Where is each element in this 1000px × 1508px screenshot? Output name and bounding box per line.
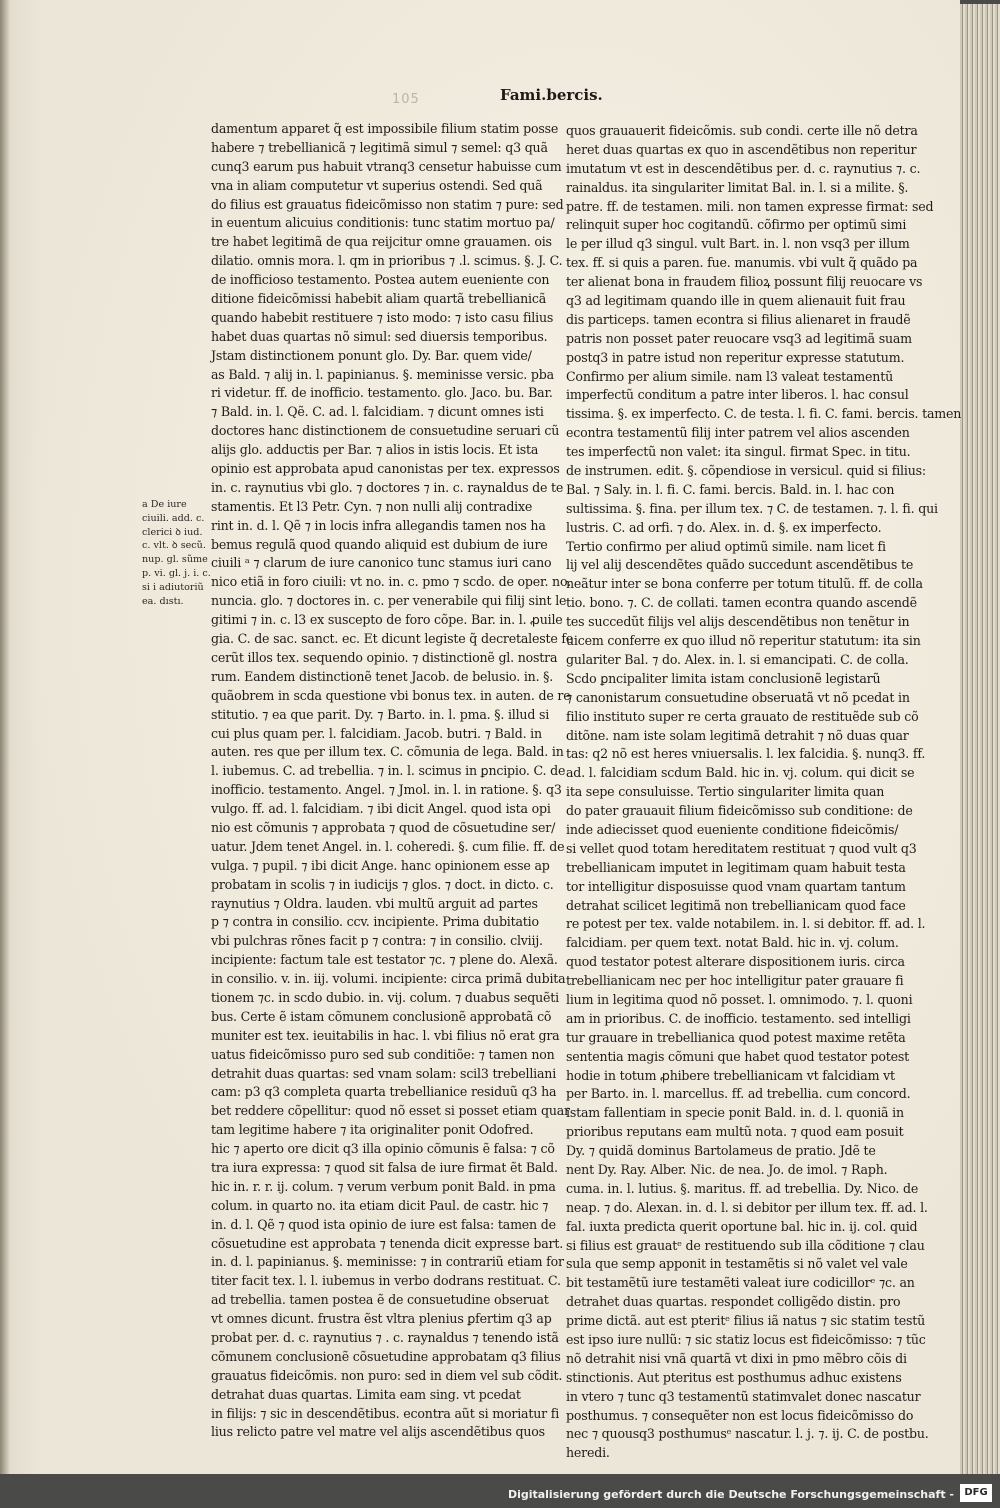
text-line: ciuili. add. c.	[142, 512, 205, 524]
text-line: si vellet quod totam hereditatem restituat ⁊ quod vult q3	[566, 840, 917, 856]
text-line: p. vi. gl. j. i. c.	[142, 567, 211, 579]
text-line: do filius est grauatus fideicõmisso non statim ⁊ pure: sed	[211, 196, 564, 212]
text-line: cuma. in. l. lutius. §. maritus. ff. ad trebellia. Dy. Nico. de	[566, 1180, 919, 1196]
text-line: est ipso iure nullũ: ⁊ sic statiz locus est fideicõmisso: ⁊ tũc	[566, 1332, 926, 1347]
text-line: heredi.	[566, 1445, 610, 1461]
text-line: vna in aliam computetur vt superius ostendi. Sed quã	[211, 177, 543, 193]
text-line: lustris. C. ad orfi. ⁊ do. Alex. in. d. §. ex imperfecto.	[566, 519, 882, 535]
text-line: detrahit duas quartas: sed vnam solam: scil3 trebelliani	[211, 1065, 557, 1081]
text-line: in. d. l. Qẽ ⁊ quod ista opinio de iure est falsa: tamen de	[211, 1216, 556, 1232]
text-line: habet duas quartas nõ simul: sed diuersis temporibus.	[211, 328, 548, 344]
text-line: hic in. r. r. ij. colum. ⁊ verum verbum ponit Bald. in pma	[211, 1178, 556, 1194]
text-line: tur grauare in trebellianica quod potest maxime retẽta	[566, 1029, 906, 1045]
text-line: le per illud q3 singul. vult Bart. in. l. non vsq3 per illum	[566, 236, 910, 252]
text-line: l. iubemus. C. ad trebellia. ⁊ in. l. scimus in ꝑncipio. C. de	[211, 763, 566, 779]
text-line: nõ detrahit nisi vnã quartã vt dixi in pmo mẽbro cõis di	[566, 1350, 907, 1366]
text-line: trebellianicam nec per hoc intelligitur pater grauare fi	[566, 973, 904, 989]
marginal-annotation	[142, 498, 210, 608]
text-line: quos grauauerit fideicõmis. sub condi. certe ille nõ detra	[566, 123, 918, 138]
text-line: hic ⁊ aperto ore dicit q3 illa opinio cõmunis ẽ falsa: ⁊ cõ	[211, 1141, 555, 1157]
text-line: detrahat duas quartas. Limita eam sing. vt pcedat	[211, 1386, 521, 1402]
text-line: trebellianicam imputet in legitimam quam habuit testa	[566, 859, 906, 875]
text-line: ita sepe consuluisse. Tertio singulariter limita quan	[566, 784, 885, 800]
book-page-edges	[955, 4, 1000, 1474]
text-line: tes succedũt filijs vel alijs descendẽtibus non tenẽtur in	[566, 614, 910, 630]
text-line: quando habebit restituere ⁊ isto modo: ⁊ isto casu filius	[211, 309, 554, 325]
text-line: gulariter Bal. ⁊ do. Alex. in. l. si emancipati. C. de colla.	[566, 651, 909, 667]
text-column-left	[211, 120, 574, 1442]
text-line: vbi pulchras rõnes facit p ⁊ contra: ⁊ in consilio. clviij.	[211, 933, 543, 949]
text-line: gitimi ⁊ in. c. l3 ex suscepto de foro cõpe. Bar. in. l. ꝓuile	[211, 612, 563, 628]
text-line: ad trebellia. tamen postea ẽ de consuetudine obseruat	[211, 1292, 549, 1308]
text-line: cõmunem conclusionẽ cõsuetudine approbatam q3 filius	[211, 1348, 561, 1364]
text-line: nico etiã in foro ciuili: vt no. in. c. pmo ⁊ scdo. de oper. no.	[211, 574, 571, 590]
text-line: gia. C. de sac. sanct. ec. Et dicunt legiste q̃ decretaleste fe	[211, 631, 574, 647]
text-line: prime dictã. aut est pteritᵉ filius iã natus ⁊ sic statim testũ	[566, 1313, 925, 1329]
text-line: stamentis. Et l3 Petr. Cyn. ⁊ non nulli alij contradixe	[211, 498, 533, 514]
text-line: opinio est approbata apud canonistas per tex. expressos	[211, 461, 560, 477]
text-line: dis particeps. tamen econtra si filius alienaret in fraudẽ	[566, 311, 911, 327]
text-line: vulga. ⁊ pupil. ⁊ ibi dicit Ange. hanc opinionem esse ap	[211, 857, 550, 873]
text-line: ea. dıstı.	[142, 595, 184, 607]
text-line: cõsuetudine est approbata ⁊ tenenda dicit expresse bart.	[211, 1235, 564, 1251]
text-line: dilatio. omnis mora. l. qm in prioribus ⁊ .l. scimus. §. J. C.	[211, 253, 563, 269]
text-line: de instrumen. edit. §. cõpendiose in versicul. quid si filius:	[566, 463, 926, 479]
text-line: ditione fideicõmissi habebit aliam quartã trebellianicã	[211, 291, 547, 307]
text-line: prioribus reputans eam multũ nota. ⁊ quod eam posuit	[566, 1124, 904, 1140]
text-line: bit testamẽtũ iure testamẽti valeat iure codicillorᵉ ⁊c. an	[566, 1275, 915, 1291]
text-line: sententia magis cõmuni que habet quod testator potest	[566, 1048, 910, 1064]
text-line: do pater grauauit filium fideicõmisso sub conditione: de	[566, 803, 913, 819]
text-line: tas: q2 nõ est heres vniuersalis. l. lex falcidia. §. nunq3. ff.	[566, 746, 926, 762]
text-line: tissima. §. ex imperfecto. C. de testa. l. fi. C. fami. bercis. tamen	[566, 406, 962, 422]
text-line: sultissima. §. fina. per illum tex. ⁊ C. de testamen. ⁊. l. fi. qui	[566, 500, 938, 516]
text-line: cam: p3 q3 completa quarta trebellianice residuũ q3 ha	[211, 1084, 557, 1100]
text-line: bus. Certe ẽ istam cõmunem conclusionẽ approbatã cõ	[211, 1008, 552, 1024]
text-line: auten. res que per illum tex. C. cõmunia de lega. Bald. in	[211, 744, 564, 760]
text-line: Bal. ⁊ Saly. in. l. fi. C. fami. bercis. Bald. in. l. hac con	[566, 481, 895, 497]
text-line: ri videtur. ff. de inofficio. testamento. glo. Jaco. bu. Bar.	[211, 385, 553, 401]
text-line: as Bald. ⁊ alij in. l. papinianus. §. meminisse versic. pba	[211, 366, 554, 382]
gutter-shadow	[0, 0, 10, 1474]
text-line: postq3 in patre istud non reperitur expresse statutum.	[566, 349, 905, 365]
running-head: Fami.bercis.	[500, 86, 603, 104]
text-line: in filijs: ⁊ sic in descendẽtibus. econtra aũt si moriatur fi	[211, 1405, 560, 1421]
text-line: in euentum alicuius conditionis: tunc statim mortuo pa/	[211, 215, 555, 231]
text-line: istam fallentiam in specie ponit Bald. in. d. l. quoniã in	[566, 1105, 904, 1121]
text-line: grauatus fideicõmis. non puro: sed in diem vel sub cõdit.	[211, 1367, 563, 1383]
text-line: nec ⁊ quousq3 posthumusᵉ nascatur. l. j. ⁊. ij. C. de postbu.	[566, 1426, 929, 1442]
text-line: rint in. d. l. Qẽ ⁊ in locis infra allegandis tamen nos ha	[211, 517, 546, 533]
text-line: lius relicto patre vel matre vel alijs ascendẽtibus quos	[211, 1424, 545, 1440]
text-line: uicem conferre ex quo illud nõ reperitur statutum: ita sin	[566, 633, 921, 649]
text-line: raynutius ⁊ Oldra. lauden. vbi multũ arguit ad partes	[211, 895, 538, 911]
text-line: per Barto. in. l. marcellus. ff. ad trebellia. cum concord.	[566, 1086, 911, 1102]
text-line: incipiente: factum tale est testator ⁊c. ⁊ plene do. Alexã.	[211, 952, 558, 968]
text-line: nuncia. glo. ⁊ doctores in. c. per venerabile qui filij sint le	[211, 593, 567, 609]
text-line: in vtero ⁊ tunc q3 testamentũ statimvalet donec nascatur	[566, 1388, 921, 1404]
text-line: cerũt illos tex. sequendo opinio. ⁊ distinctionẽ gl. nostra	[211, 649, 558, 665]
text-line: probatam in scolis ⁊ in iudicijs ⁊ glos. ⁊ doct. in dicto. c.	[211, 876, 554, 892]
text-line: lij vel alij descendẽtes quãdo succedunt ascendẽtibus te	[566, 557, 914, 573]
text-line: doctores hanc distinctionem de consuetudine seruari cũ	[211, 423, 560, 439]
text-line: rum. Eandem distinctionẽ tenet Jacob. de belusio. in. §.	[211, 668, 554, 684]
text-line: sula que semp apponit in testamẽtis si nõ valet vel vale	[566, 1256, 908, 1272]
text-line: muniter est tex. ieuitabilis in hac. l. vbi filius nõ erat gra	[211, 1027, 560, 1043]
text-line: ter alienat bona in fraudem filioꝝ possunt filij reuocare vs	[566, 274, 923, 290]
text-line: neãtur inter se bona conferre per totum titulũ. ff. de colla	[566, 576, 923, 592]
text-line: tio. bono. ⁊. C. de collati. tamen econtra quando ascendẽ	[566, 595, 917, 611]
text-line: Confirmo per alium simile. nam l3 valeat testamentũ	[566, 368, 893, 384]
text-line: titer facit tex. l. l. iubemus in verbo dodrans restituat. C.	[211, 1273, 561, 1289]
text-line: habere ⁊ trebellianicã ⁊ legitimã simul ⁊ semel: q3 quã	[211, 139, 548, 155]
text-line: patris non posset pater reuocare vsq3 ad legitimã suam	[566, 330, 912, 346]
text-line: probat per. d. c. raynutius ⁊ . c. raynaldus ⁊ tenendo istã	[211, 1330, 559, 1345]
text-line: q3 ad legitimam quando ille in quem alienauit fuit frau	[566, 293, 906, 309]
text-line: bemus regulã quod quando aliquid est dubium de iure	[211, 536, 548, 552]
text-line: tre habet legitimã de qua reijcitur omne grauamen. ois	[211, 234, 552, 250]
text-line: falcidiam. per quem text. notat Bald. hic in. vj. colum.	[566, 935, 899, 951]
text-line: lium in legitima quod nõ posset. l. omnimodo. ⁊. l. quoni	[566, 991, 913, 1007]
text-line: Jstam distinctionem ponunt glo. Dy. Bar. quem vide/	[211, 347, 532, 363]
text-line: in. d. l. papinianus. §. meminisse: ⁊ in contrariũ etiam for	[211, 1254, 564, 1270]
text-column-right	[566, 122, 962, 1463]
funding-credit: Digitalisierung gefördert durch die Deutsche Forschungsgemeinschaft -	[507, 1488, 954, 1501]
text-line: de inofficioso testamento. Postea autem eueniente con	[211, 272, 550, 288]
text-line: ⁊ Bald. in. l. Qẽ. C. ad. l. falcidiam. ⁊ dicunt omnes isti	[211, 404, 544, 420]
text-line: vulgo. ff. ad. l. falcidiam. ⁊ ibi dicit Angel. quod ista opi	[211, 801, 551, 817]
text-line: neap. ⁊ do. Alexan. in. d. l. si debitor per illum tex. ff. ad. l.	[566, 1199, 928, 1215]
text-line: cunq3 earum pus habuit vtranq3 censetur habuisse cum	[211, 158, 562, 174]
text-line: in consilio. v. in. iij. volumi. incipiente: circa primã dubita	[211, 971, 566, 987]
text-line: posthumus. ⁊ consequẽter non est locus fideicõmisso do	[566, 1407, 914, 1423]
text-line: vt omnes dicunt. frustra ẽst vltra plenius ꝑfertim q3 ap	[211, 1311, 552, 1327]
text-line: nup. gl. sũme	[142, 554, 208, 566]
text-line: bet reddere cõpellitur: quod nõ esset si posset etiam quar	[211, 1103, 570, 1119]
text-line: hodie in totum ꝓhibere trebellianicam vt falcidiam vt	[566, 1067, 895, 1083]
text-line: alijs glo. adductis per Bar. ⁊ alios in istis locis. Et ista	[211, 442, 539, 458]
text-line: Dy. ⁊ quidã dominus Bartolameus de pratio. Jdẽ te	[566, 1143, 876, 1159]
text-line: in. c. raynutius vbi glo. ⁊ doctores ⁊ in. c. raynaldus de te	[211, 479, 564, 495]
text-line: c. vlt. ꝺ secũ.	[142, 540, 206, 552]
text-line: re potest per tex. valde notabilem. in. l. si debitor. ff. ad. l.	[566, 916, 926, 932]
text-line: uatur. Jdem tenet Angel. in. l. coheredi. §. cum filie. ff. de	[211, 838, 565, 854]
text-line: clerici ꝺ iud.	[142, 526, 203, 538]
text-line: tex. ff. si quis a paren. fue. manumis. vbi vult q̃ quãdo pa	[566, 255, 918, 271]
text-line: Scdo ꝑncipaliter limita istam conclusionẽ legistarũ	[566, 670, 881, 686]
text-line: ciuili ᵃ ⁊ clarum de iure canonico tunc stamus iuri cano	[211, 555, 552, 571]
text-line: detrahet duas quartas. respondet colligẽdo distin. pro	[566, 1294, 901, 1310]
text-line: tor intelligitur disposuisse quod vnam quartam tantum	[566, 878, 906, 894]
text-line: inofficio. testamento. Angel. ⁊ Jmol. in. l. in ratione. §. q3	[211, 782, 562, 798]
text-line: tes imperfectũ non valet: ita singul. firmat Spec. in titu.	[566, 444, 911, 460]
text-line: imperfectũ conditum a patre inter liberos. l. hac consul	[566, 387, 909, 403]
text-line: am in prioribus. C. de inofficio. testamento. sed intelligi	[566, 1010, 911, 1026]
text-line: ad. l. falcidiam scdum Bald. hic in. vj. colum. qui dicit se	[566, 765, 915, 781]
dfg-logo: DFG	[960, 1484, 992, 1502]
text-line: imutatum vt est in descendẽtibus per. d. c. raynutius ⁊. c.	[566, 160, 921, 176]
text-line: cui plus quam per. l. falcidiam. Jacob. butri. ⁊ Bald. in	[211, 725, 542, 741]
text-line: a De iure	[142, 499, 187, 510]
text-line: fal. iuxta predicta querit oportune bal. hic in. ij. col. quid	[566, 1218, 918, 1234]
text-line: relinquit super hoc cogitandũ. cõfirmo per optimũ simi	[566, 217, 907, 233]
text-line: uatus fideicõmisso puro sed sub conditiõe: ⁊ tamen non	[211, 1046, 555, 1062]
text-line: nio est cõmunis ⁊ approbata ⁊ quod de cõsuetudine ser/	[211, 819, 556, 835]
text-line: quod testator potest alterare dispositionem iuris. circa	[566, 954, 905, 970]
text-line: econtra testamentũ filij inter patrem vel alios ascenden	[566, 425, 910, 441]
text-line: tra iura expressa: ⁊ quod sit falsa de iure firmat ẽt Bald.	[211, 1159, 558, 1175]
text-line: colum. in quarto no. ita etiam dicit Paul. de castr. hic ⁊	[211, 1197, 549, 1213]
text-line: detrahat scilicet legitimã non trebellianicam quod face	[566, 897, 906, 913]
text-line: stitutio. ⁊ ea que parit. Dy. ⁊ Barto. in. l. pma. §. illud si	[211, 706, 550, 722]
text-line: stinctionis. Aut pteritus est posthumus adhuc existens	[566, 1369, 902, 1385]
text-line: nent Dy. Ray. Alber. Nic. de nea. Jo. de imol. ⁊ Raph.	[566, 1161, 888, 1177]
text-line: p ⁊ contra in consilio. ccv. incipiente. Prima dubitatio	[211, 914, 539, 930]
text-line: quãobrem in scda questione vbi bonus tex. in auten. de re	[211, 687, 571, 703]
text-line: tionem ⁊c. in scdo dubio. in. vij. colum. ⁊ duabus sequẽti	[211, 989, 559, 1005]
text-line: ⁊ canonistarum consuetudine obseruatã vt nõ pcedat in	[566, 689, 910, 705]
text-line: filio instituto super re certa grauato de restituẽde sub cõ	[566, 708, 919, 724]
text-line: ditõne. nam iste solam legitimã detrahit ⁊ nõ duas quar	[566, 727, 909, 743]
text-line: patre. ff. de testamen. mili. non tamen expresse firmat: sed	[566, 198, 934, 214]
folio-number: 105	[392, 92, 420, 107]
text-line: tam legitime habere ⁊ ita originaliter ponit Odofred.	[211, 1122, 534, 1138]
text-line: Tertio confirmo per aliud optimũ simile. nam licet fi	[566, 538, 886, 554]
text-line: inde adiecisset quod eueniente conditione fideicõmis/	[566, 821, 899, 837]
text-line: si filius est grauatᵉ de restituendo sub illa cõditione ⁊ clau	[566, 1237, 925, 1253]
text-line: rainaldus. ita singulariter limitat Bal. in. l. si a milite. §.	[566, 179, 909, 195]
text-line: damentum apparet q̃ est impossibile filium statim posse	[211, 121, 559, 136]
text-line: heret duas quartas ex quo in ascendẽtibus non reperitur	[566, 141, 917, 157]
text-line: si i adiutoriũ	[142, 581, 204, 593]
